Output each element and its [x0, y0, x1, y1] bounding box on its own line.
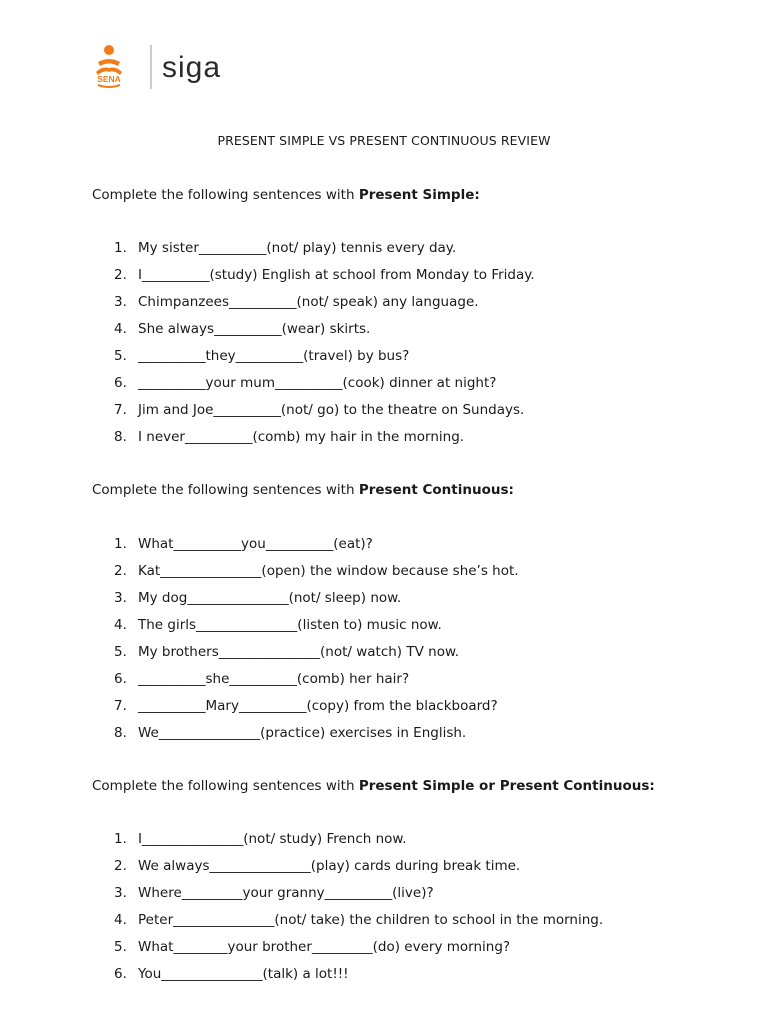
item-text: Chimpanzees__________(not/ speak) any language.: [138, 294, 479, 310]
instruction-tense: Present Simple:: [358, 187, 480, 203]
item-number: 2.: [114, 267, 127, 283]
item-number: 8.: [114, 429, 127, 445]
item-number: 2.: [114, 563, 127, 579]
item-number: 5.: [114, 939, 127, 955]
item-text: The girls_______________(listen to) music now.: [138, 617, 442, 633]
instruction-prefix: Complete the following sentences with: [92, 778, 359, 794]
item-text: My sister__________(not/ play) tennis every day.: [138, 240, 457, 256]
item-number: 3.: [114, 294, 127, 310]
item-number: 3.: [114, 885, 127, 901]
item-text: What________your brother_________(do) every morning?: [138, 939, 511, 955]
item-number: 6.: [114, 966, 127, 982]
item-text: My dog_______________(not/ sleep) now.: [138, 590, 402, 606]
sena-text: SENA: [97, 74, 121, 84]
item-number: 7.: [114, 402, 127, 418]
item-number: 1.: [114, 240, 127, 256]
item-text: Kat_______________(open) the window because she’s hot.: [138, 563, 519, 579]
item-number: 4.: [114, 321, 127, 337]
item-number: 3.: [114, 590, 127, 606]
item-text: We_______________(practice) exercises in English.: [138, 725, 467, 741]
sena-siga-logo: [92, 42, 252, 92]
sena-logo-icon: [92, 42, 252, 92]
item-number: 1.: [114, 536, 127, 552]
instruction-prefix: Complete the following sentences with: [92, 482, 359, 498]
item-number: 6.: [114, 375, 127, 391]
item-text: Peter_______________(not/ take) the children to school in the morning.: [138, 912, 604, 928]
item-text: __________Mary__________(copy) from the blackboard?: [138, 698, 498, 714]
item-text: __________she__________(comb) her hair?: [138, 671, 410, 687]
item-text: __________they__________(travel) by bus?: [138, 348, 410, 364]
item-text: She always__________(wear) skirts.: [138, 321, 371, 337]
instruction-tense: Present Continuous:: [358, 482, 514, 498]
section-1-instruction: [92, 187, 480, 203]
item-text: Jim and Joe__________(not/ go) to the theatre on Sundays.: [138, 402, 525, 418]
item-number: 7.: [114, 698, 127, 714]
item-number: 4.: [114, 912, 127, 928]
instruction-tense: Present Simple or Present Continuous:: [358, 778, 655, 794]
item-text: I__________(study) English at school from Monday to Friday.: [138, 267, 535, 283]
item-number: 1.: [114, 831, 127, 847]
siga-text: siga: [162, 51, 222, 84]
item-number: 5.: [114, 644, 127, 660]
item-text: You_______________(talk) a lot!!!: [138, 966, 349, 982]
page-title: PRESENT SIMPLE VS PRESENT CONTINUOUS REVIEW: [217, 133, 551, 148]
instruction-prefix: Complete the following sentences with: [92, 187, 359, 203]
item-text: What__________you__________(eat)?: [138, 536, 373, 552]
item-number: 2.: [114, 858, 127, 874]
item-text: I never__________(comb) my hair in the morning.: [138, 429, 465, 445]
item-text: My brothers_______________(not/ watch) TV now.: [138, 644, 460, 660]
item-number: 5.: [114, 348, 127, 364]
item-number: 8.: [114, 725, 127, 741]
item-text: __________your mum__________(cook) dinner at night?: [138, 375, 497, 391]
item-text: Where_________your granny__________(live)?: [138, 885, 434, 901]
item-number: 6.: [114, 671, 127, 687]
section-2-instruction: [92, 482, 514, 498]
item-number: 4.: [114, 617, 127, 633]
item-text: We always_______________(play) cards during break time.: [138, 858, 521, 874]
section-3-instruction: [92, 778, 655, 794]
item-text: I_______________(not/ study) French now.: [138, 831, 407, 847]
